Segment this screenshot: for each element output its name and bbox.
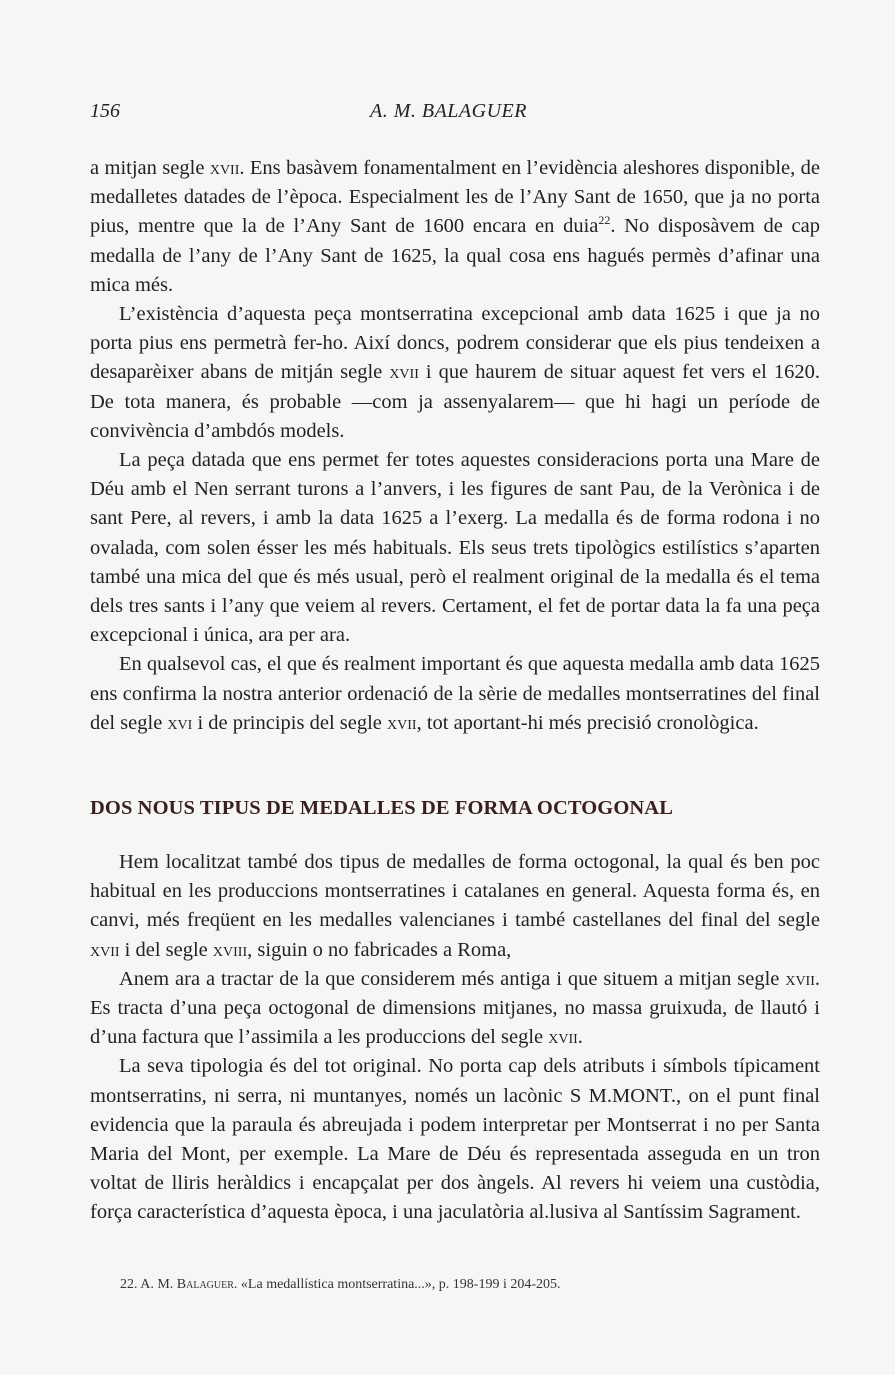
text-run: En qualsevol cas, el que és realment important és que aquesta medalla amb data 1625 ens confirma la nostra anterior ordenació de la sèrie de medalles montserratines del final del segle (90, 653, 820, 734)
paragraph (90, 154, 820, 300)
text-run: , siguin o no fabricades a Roma, (247, 938, 512, 961)
footnote-number: 22. A. M. (120, 1277, 177, 1292)
century-smallcaps: xvii (389, 361, 419, 384)
footnote-author: Balaguer (176, 1277, 234, 1292)
century-smallcaps: xvii (90, 938, 120, 961)
text-run: i que haurem de situar aquest fet vers el 1620. De tota manera, és probable —com ja assenyalarem— que hi hagi un període de convivència d’ambdós models. (90, 361, 820, 442)
text-run: . Ens basàvem fonamentalment en l’evidència aleshores disponible, de medalletes datades de l’època. Especialment les de l’Any Sant de 1650, que ja no porta pius, mentre que la de l’Any Sant de 1600 encara en duia (90, 157, 820, 238)
text-run: . Es tracta d’una peça octogonal de dimensions mitjanes, no massa gruixuda, de llautó i d’una factura que l’assimila a les produccions del segle (90, 967, 820, 1049)
footnote-ref[interactable]: 22 (598, 213, 611, 228)
paragraph (90, 965, 820, 1053)
century-smallcaps: xvi (167, 711, 193, 734)
running-title: A. M. BALAGUER (370, 100, 527, 122)
footnote-text: . «La medallística montserratina...», p. 198-199 i 204-205. (233, 1277, 561, 1292)
section-heading: DOS NOUS TIPUS DE MEDALLES DE FORMA OCTOGONAL (90, 797, 673, 819)
text-run: . (577, 1026, 583, 1049)
text-run: L’existència d’aquesta peça montserratina excepcional amb data 1625 i que ja no porta pius ens permetrà fer-ho. Així doncs, podrem considerar que els pius tendeixen a desaparèixer abans de mitján segle (90, 303, 820, 384)
paragraph (90, 650, 820, 738)
century-smallcaps: xvii (209, 157, 240, 179)
text-run: i del segle (119, 938, 213, 961)
footnote (120, 1275, 820, 1295)
text-run: , tot aportant-hi més precisió cronològica. (416, 711, 759, 734)
century-smallcaps: xvii (548, 1026, 578, 1049)
text-run: . No disposàvem de cap medalla de l’any de l’Any Sant de 1625, la qual cosa ens hagués permès d’afinar una mica més. (90, 215, 820, 296)
running-head (90, 100, 810, 130)
page-number: 156 (90, 100, 120, 122)
text-run: Hem localitzat també dos tipus de medalles de forma octogonal, la qual és ben poc habitual en les produccions montserratines i catalanes en general. Aquesta forma és, en canvi, més freqüent en les medalles valencianes i també castellanes del final del segle (90, 851, 820, 932)
paragraph: La seva tipologia és del tot original. No porta cap dels atributs i símbols típicament montserratins, ni serra, ni muntanyes, només un lacònic S M.MONT., on el punt final evidencia que la paraula és abreujada i podem interpretar per Montserrat i no per Santa Maria del Mont, per exemple. La Mare de Déu és representada asseguda en un tron voltat de lliris heràldics i encapçalat per dos àngels. Al revers hi veiem una custòdia, força característica d’aquesta època, i una jaculatòria al.lusiva al Santíssim Sagrament. (90, 1055, 820, 1224)
paragraph (90, 848, 820, 965)
paragraph (90, 300, 820, 446)
century-smallcaps: xvii (387, 711, 417, 734)
century-smallcaps: xviii (212, 938, 248, 961)
text-run: a mitjan segle (90, 157, 210, 179)
section-1-body (90, 154, 820, 738)
century-smallcaps: xvii (785, 967, 815, 990)
text-run: i de principis del segle (192, 711, 388, 734)
paragraph: La peça datada que ens permet fer totes aquestes consideracions porta una Mare de Déu amb el Nen serrant turons a l’anvers, i les figures de sant Pau, de la Verònica i de sant Pere, al revers, i amb la data 1625 a l’exerg. La medalla és de forma rodona i no ovalada, com solen ésser les més habituals. Els seus trets tipològics estilístics s’aparten també una mica del que és més usual, però el realment original de la medalla és el tema dels tres sants i l’any que veiem al revers. Certament, el fet de portar data la fa una peça excepcional i única, ara per ara. (90, 449, 820, 647)
section-2-body (90, 848, 820, 1228)
text-run: Anem ara a tractar de la que considerem més antiga i que situem a mitjan segle (119, 967, 786, 990)
